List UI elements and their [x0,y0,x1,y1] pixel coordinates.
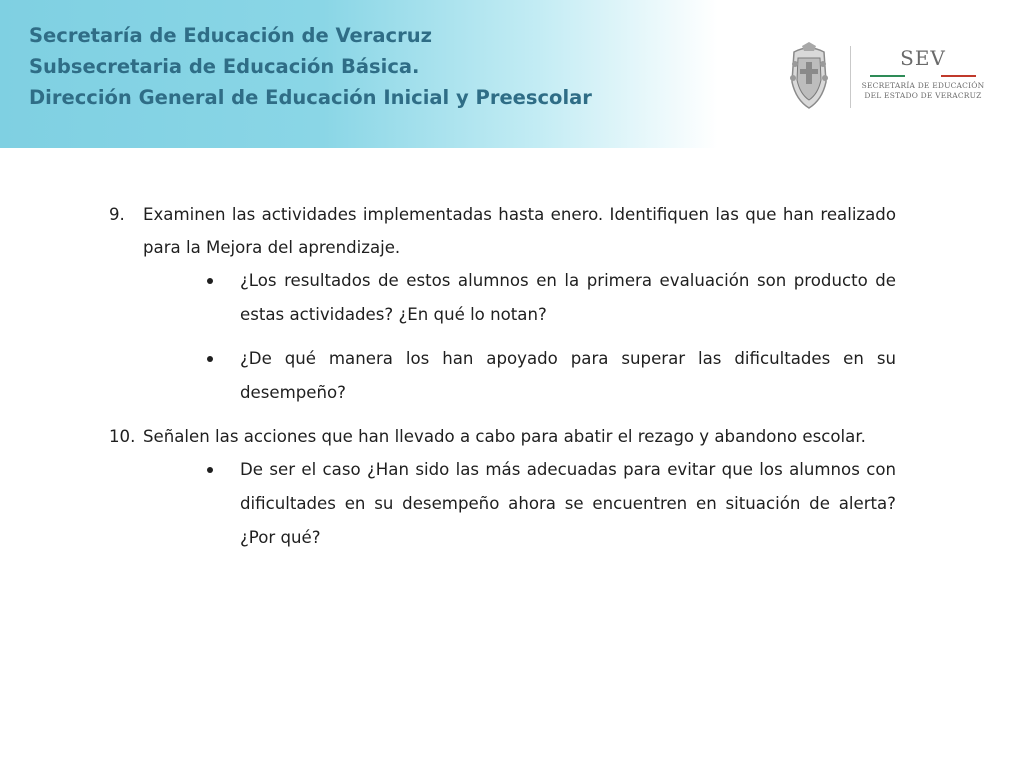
stripe-green [870,75,905,77]
question-text: Examinen las actividades implementadas hasta enero. Identifiquen las que han realizado para la Mejora del aprendizaje. [143,205,896,257]
subquestion-text: De ser el caso ¿Han sido las más adecuadas para evitar que los alumnos con dificultades en su desempeño ahora se encuentren en situación de alerta? ¿Por qué? [240,460,896,547]
veracruz-seal-icon [784,42,834,112]
sev-name-line1: SECRETARÍA DE EDUCACIÓN [861,81,985,90]
bullet-icon [207,467,213,473]
logo-divider [850,46,851,108]
subquestion-text: ¿De qué manera los han apoyado para superar las dificultades en su desempeño? [240,349,896,402]
question-10-subquestions [109,453,896,555]
subquestion-item [240,453,896,555]
question-item-9 [109,198,896,264]
sev-acronym: SEV [900,46,946,70]
sev-name-line2: DEL ESTADO DE VERACRUZ [864,91,982,100]
question-9-subquestions [109,264,896,410]
question-text: Señalen las acciones que han llevado a cabo para abatir el rezago y abandono escolar. [143,427,866,446]
bullet-icon [207,356,213,362]
bullet-icon [207,278,213,284]
header-line-subsecretary: Subsecretaria de Educación Básica. [29,55,420,78]
subquestion-item [240,342,896,410]
header-title-block [29,20,592,113]
stripe-white [905,75,940,77]
question-list [109,198,896,565]
subquestion-item [240,264,896,332]
stripe-red [941,75,976,77]
question-number: 10. [109,427,136,446]
subquestion-text: ¿Los resultados de estos alumnos en la primera evaluación son producto de estas actividades? ¿En qué lo notan? [240,271,896,324]
sev-wordmark [860,46,986,101]
question-item-10 [109,420,896,453]
question-number: 9. [109,205,125,224]
header-banner [0,0,718,148]
header-line-ministry: Secretaría de Educación de Veracruz [29,24,432,47]
header-line-directorate: Dirección General de Educación Inicial y Preescolar [29,86,592,109]
sev-logo [782,42,992,114]
sev-flag-stripe [870,75,976,77]
